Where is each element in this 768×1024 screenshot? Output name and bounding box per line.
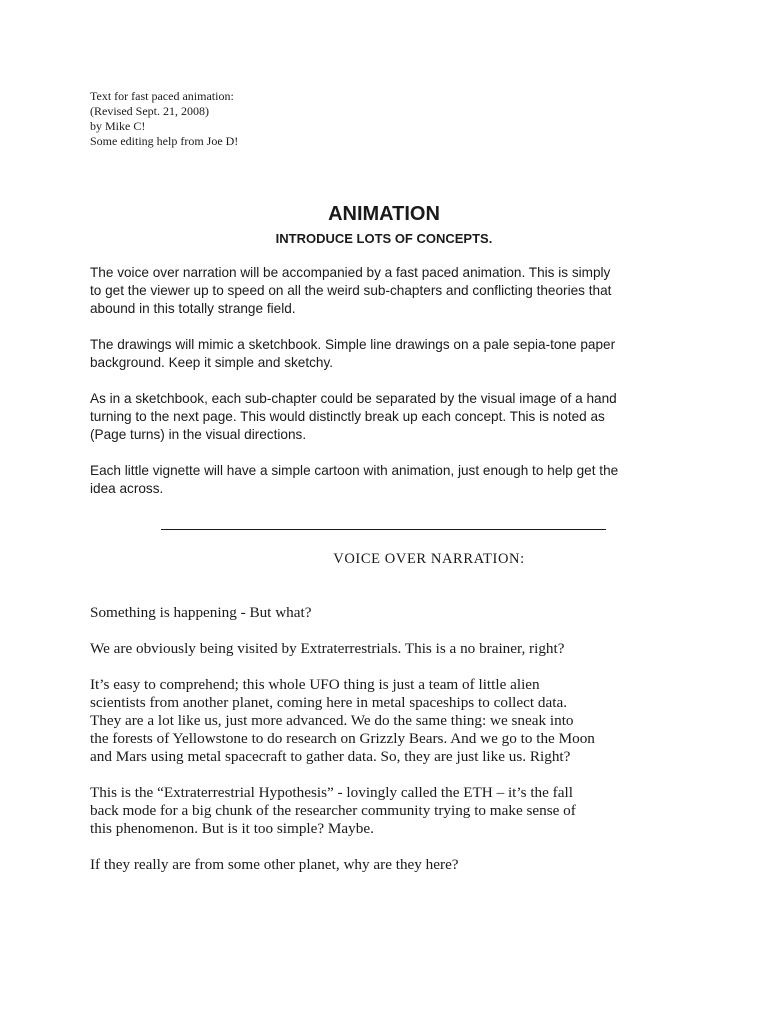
voice-over-heading: VOICE OVER NARRATION: [333,551,525,567]
revision-header [90,89,238,149]
text-line: It’s easy to comprehend; this whole UFO thing is just a team of little alien [90,676,540,693]
text-line: If they really are from some other planet, why are they here? [90,856,459,873]
text-line: This is the “Extraterrestrial Hypothesis” - lovingly called the ETH – it’s the fall [90,784,573,801]
narration-paragraph [90,640,690,658]
intro-paragraph [90,336,690,372]
text-line: and Mars using metal spacecraft to gather data. So, they are just like us. Right? [90,748,571,765]
text-line: to get the viewer up to speed on all the weird sub-chapters and conflicting theories that [90,283,612,298]
text-line: abound in this totally strange field. [90,301,296,316]
document-title: ANIMATION [328,203,440,225]
narration-section [90,604,690,892]
intro-paragraph [90,264,690,318]
narration-paragraph [90,856,690,874]
header-line: Text for fast paced animation: [90,89,234,103]
text-line: back mode for a big chunk of the researcher community trying to make sense of [90,802,576,819]
text-line: The voice over narration will be accompanied by a fast paced animation. This is simply [90,265,611,280]
text-line: We are obviously being visited by Extraterrestrials. This is a no brainer, right? [90,640,565,657]
header-line: (Revised Sept. 21, 2008) [90,104,209,118]
text-line: (Page turns) in the visual directions. [90,427,307,442]
header-line: by Mike C! [90,119,146,133]
text-line: They are a lot like us, just more advanced. We do the same thing: we sneak into [90,712,574,729]
text-line: The drawings will mimic a sketchbook. Simple line drawings on a pale sepia-tone paper [90,337,616,352]
header-line: Some editing help from Joe D! [90,134,239,148]
text-line: this phenomenon. But is it too simple? Maybe. [90,820,374,837]
text-line: Something is happening - But what? [90,604,312,621]
narration-paragraph [90,604,690,622]
text-line: the forests of Yellowstone to do research on Grizzly Bears. And we go to the Moon [90,730,595,747]
text-line: scientists from another planet, coming here in metal spaceships to collect data. [90,694,567,711]
text-line: Each little vignette will have a simple cartoon with animation, just enough to help get the [90,463,619,478]
intro-paragraph [90,462,690,498]
text-line: idea across. [90,481,164,496]
intro-paragraph [90,390,690,444]
text-line: As in a sketchbook, each sub-chapter could be separated by the visual image of a hand [90,391,617,406]
horizontal-divider [161,529,606,530]
text-line: background. Keep it simple and sketchy. [90,355,334,370]
text-line: turning to the next page. This would distinctly break up each concept. This is noted as [90,409,605,424]
narration-paragraph [90,784,690,838]
narration-paragraph [90,676,690,766]
document-subtitle: INTRODUCE LOTS OF CONCEPTS. [275,231,493,246]
intro-section [90,264,690,516]
